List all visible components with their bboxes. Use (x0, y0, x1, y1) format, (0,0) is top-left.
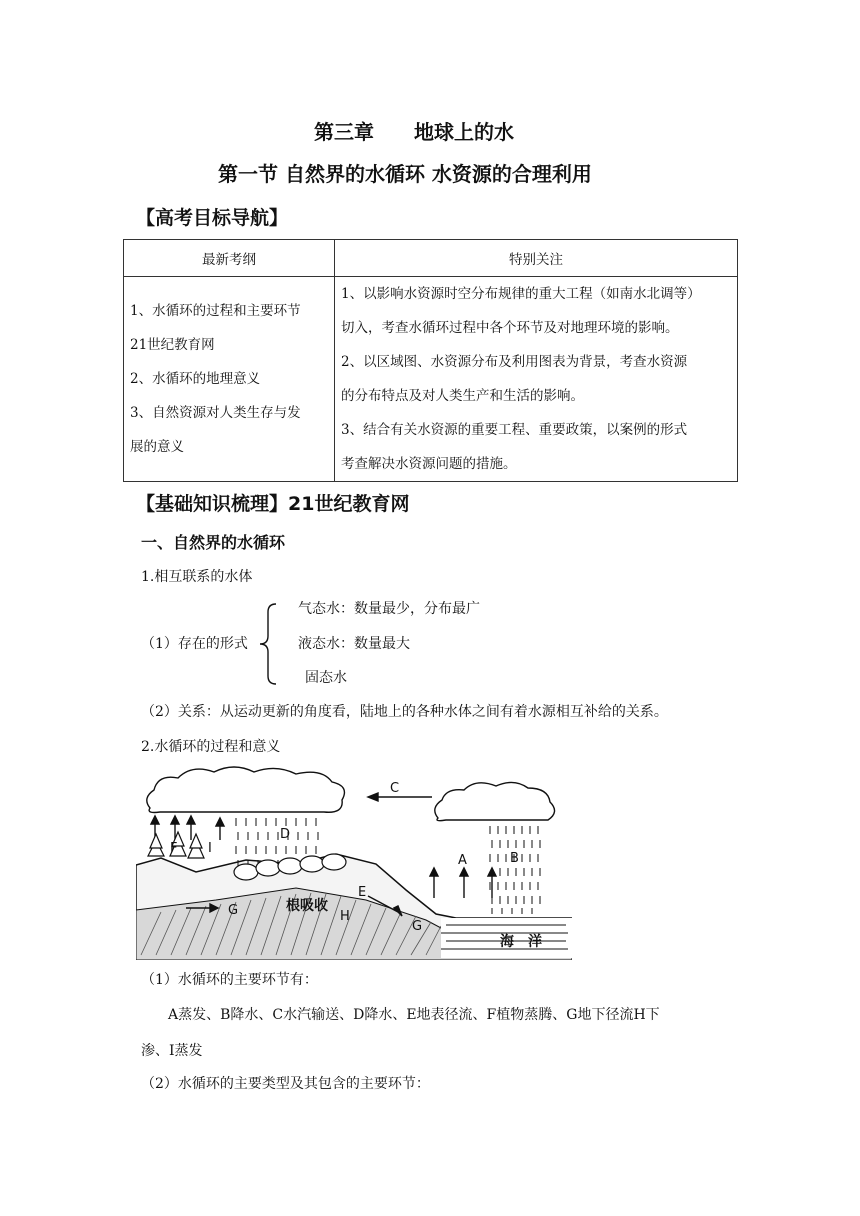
steps-line1: A蒸发、B降水、C水汽输送、D降水、E地表径流、F植物蒸腾、G地下径流H下 (168, 1007, 660, 1023)
goal-right-item: 切入，考查水循环过程中各个环节及对地理环境的影响。 (341, 320, 679, 336)
goal-table (123, 239, 738, 482)
form-solid: 固态水 (305, 670, 347, 686)
goal-left-item: 3、自然资源对人类生存与发 (130, 405, 301, 421)
label-e: E (358, 885, 367, 900)
steps-title: （1）水循环的主要环节有： (141, 972, 318, 988)
goal-left-item: 1、水循环的过程和主要环节 (130, 303, 301, 319)
label-d: D (280, 827, 291, 842)
goal-right-item: 考查解决水资源问题的措施。 (341, 456, 517, 472)
types-title: （2）水循环的主要类型及其包含的主要环节： (141, 1076, 430, 1092)
part1-heading: 一、自然界的水循环 (141, 533, 286, 552)
goal-left-item: 2、水循环的地理意义 (130, 371, 261, 387)
label-g1: G (228, 903, 239, 918)
basics-heading: 【基础知识梳理】21世纪教育网 (136, 493, 410, 515)
form-liquid: 液态水：数量最大 (298, 636, 410, 652)
goal-heading: 【高考目标导航】 (136, 207, 289, 229)
relation-text: （2）关系：从运动更新的角度看，陆地上的各种水体之间有着水源相互补给的关系。 (141, 704, 668, 720)
goal-right-cell (335, 277, 738, 482)
label-b: B (510, 851, 519, 866)
goal-right-item: 2、以区域图、水资源分布及利用图表为背景，考查水资源 (341, 354, 688, 370)
label-f: F (170, 841, 178, 856)
item1-title: 1.相互联系的水体 (141, 569, 253, 585)
goal-header-right: 特别关注 (335, 240, 738, 277)
label-i: I (208, 841, 212, 856)
root-label: 根吸收 (286, 898, 328, 914)
item2-title: 2.水循环的过程和意义 (141, 739, 281, 755)
left-cloud (147, 767, 345, 813)
label-g2: G (412, 919, 423, 934)
rain-b (490, 826, 540, 914)
label-c: C (390, 781, 400, 796)
goal-right-item: 的分布特点及对人类生产和生活的影响。 (341, 388, 584, 404)
curly-brace (256, 602, 280, 686)
steps-line2: 渗、I蒸发 (141, 1043, 203, 1059)
chapter-title: 第三章 地球上的水 (314, 120, 514, 144)
ocean-label: 海 洋 (500, 934, 542, 950)
goal-header-left: 最新考纲 (124, 240, 335, 277)
goal-left-item: 21世纪教育网 (130, 337, 215, 353)
section-title: 第一节 自然界的水循环 水资源的合理利用 (218, 162, 592, 186)
label-h: H (340, 909, 350, 924)
goal-right-item: 1、以影响水资源时空分布规律的重大工程（如南水北调等） (341, 286, 701, 302)
goal-left-item: 展的意义 (130, 439, 184, 455)
right-cloud (435, 782, 555, 820)
forms-label: （1）存在的形式 (141, 636, 248, 652)
label-a: A (458, 853, 467, 868)
water-cycle-diagram (136, 760, 572, 960)
form-gas: 气态水：数量最少，分布最广 (298, 601, 480, 617)
goal-left-cell (124, 277, 335, 482)
goal-right-item: 3、结合有关水资源的重要工程、重要政策，以案例的形式 (341, 422, 688, 438)
